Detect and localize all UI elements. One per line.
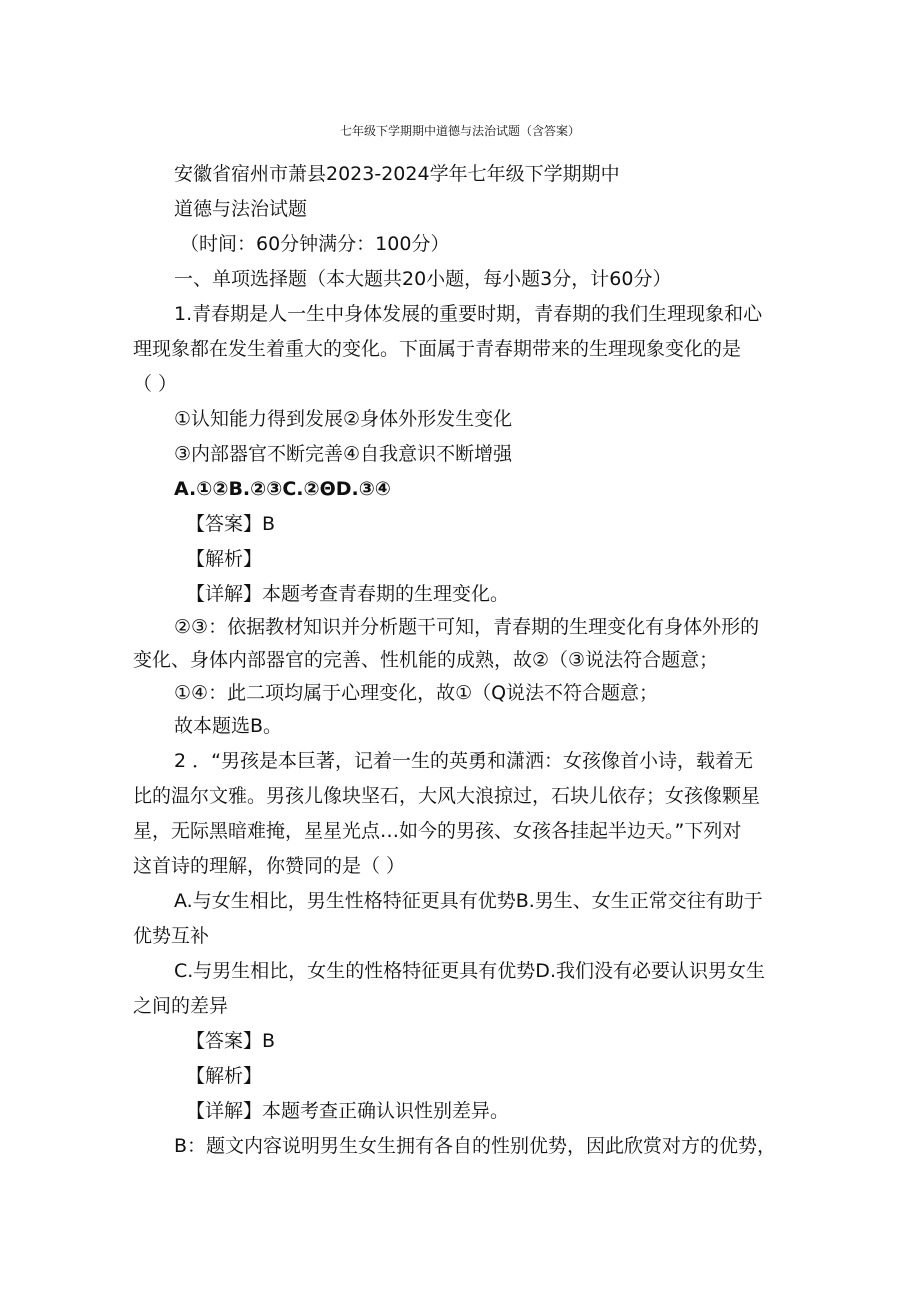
q1-option-line-1: ①认知能力得到发展②身体外形发生变化 [174, 408, 513, 430]
q1-detail: 【详解】本题考查青春期的生理变化。 [186, 583, 510, 605]
q2-option-ab-line-2: 优势互补 [133, 925, 210, 947]
q2-stem-line-4: 这首诗的理解，你赞同的是（ ） [133, 855, 406, 877]
q2-explain-line-1: B：题文内容说明男生女生拥有各自的性别优势，因此欣赏对方的优势， [174, 1135, 777, 1157]
q2-detail: 【详解】本题考查正确认识性别差异。 [186, 1100, 510, 1122]
document-title: 七年级下学期期中道德与法治试题（含答案） [339, 124, 580, 138]
q1-stem-line-2: 理现象都在发生着重大的变化。下面属于青春期带来的生理现象变化的是 [133, 338, 742, 360]
header-line-1: 安徽省宿州市萧县2023-2024学年七年级下学期期中 [174, 163, 620, 185]
q1-stem-line-3: （ ） [133, 373, 178, 395]
q1-conclusion: 故本题选B。 [174, 715, 283, 737]
q2-stem-line-3: 星，无际黑暗难掩，星星光点…如今的男孩、女孩各挂起半边天。”下列对 [133, 820, 742, 842]
q2-option-cd-line-1: C.与男生相比，女生的性格特征更具有优势D.我们没有必要认识男女生 [174, 960, 765, 982]
q2-option-cd-line-2: 之间的差异 [133, 995, 229, 1017]
q1-stem-line-1: 1.青春期是人一生中身体发展的重要时期，青春期的我们生理现象和心 [174, 303, 763, 325]
q1-explain-line-2: 变化、身体内部器官的完善、性机能的成熟，故②（③说法符合题意； [133, 649, 719, 671]
q1-option-line-2: ③内部器官不断完善④自我意识不断增强 [174, 443, 513, 465]
q1-analysis: 【解析】 [186, 548, 263, 570]
q1-answer: 【答案】B [186, 513, 276, 535]
q2-stem-line-2: 比的温尔文雅。男孩儿像块坚石，大风大浪掠过，石块儿依存；女孩像颗星 [133, 785, 761, 807]
q1-explain-line-3: ①④：此二项均属于心理变化，故①（Q说法不符合题意； [174, 682, 659, 704]
q2-option-ab-line-1: A.与女生相比，男生性格特征更具有优势B.男生、女生正常交往有助于 [174, 890, 763, 912]
time-info: （时间：60分钟满分：100分） [180, 233, 450, 255]
q1-explain-line-1: ②③：依据教材知识并分析题干可知，青春期的生理变化有身体外形的 [174, 616, 760, 638]
q2-answer: 【答案】B [186, 1030, 276, 1052]
header-line-2: 道德与法治试题 [174, 198, 308, 220]
q1-choices: A.①②B.②③C.②ΘD.③④ [174, 478, 391, 500]
q2-stem-line-1: 2 ．“男孩是本巨著，记着一生的英勇和潇洒：女孩像首小诗，载着无 [174, 750, 753, 772]
q2-analysis: 【解析】 [186, 1065, 263, 1087]
section-heading: 一、单项选择题（本大题共20小题，每小题3分，计60分） [174, 268, 672, 290]
